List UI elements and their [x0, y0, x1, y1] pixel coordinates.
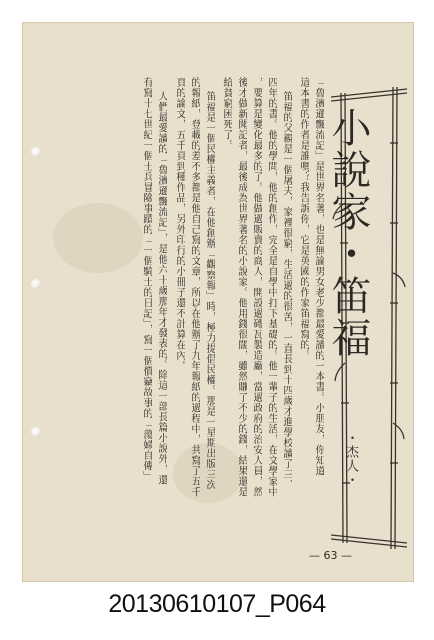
scanned-page	[22, 22, 414, 582]
article-title: 小說家・笛福	[325, 107, 371, 359]
text-column-4: 四年的書。他的學問，他的創作，完全是自學中打下基礎的。他一輩子的生活，在文學家中	[266, 77, 277, 497]
binding-hole	[31, 279, 41, 289]
binding-hole	[31, 147, 41, 157]
page-number: — 63 —	[309, 549, 352, 562]
paper-stain	[53, 203, 143, 273]
text-column-2: 這本書的作者是誰嗎？我告訴你，它是英國的作家笛福寫的。	[298, 77, 309, 361]
text-column-10: 頁的論文，五千頁到種作品，另外印行的小冊子還不計算在內。	[174, 77, 185, 371]
text-column-12: 有寫十七世紀一個士兵冒險事蹟的「一個騎士的日記」，寫一個償竊故事的「蕩婦自傳」	[141, 77, 152, 482]
text-column-1: 「魯濱遜飄流記」是世界名著，也是無論男女老少都最愛讀的一本書。小朋友，你知道	[313, 77, 324, 476]
text-column-8: 笛福是一個民權主義者，在他創辦「觀察報」時，極力提倡民權。那是一星期出版三次	[204, 91, 215, 490]
image-caption: 20130610107_P064	[108, 590, 326, 618]
author-name: ・杰人・	[343, 431, 358, 487]
text-column-5: ，要算是變化最多的了。他做過販賣的商人，開設過磚瓦製造廠，當過政府的治安人員，然	[251, 77, 262, 497]
text-column-9: 的報紙，登載的差不多都是他自己寫的文章，所以在他辦了九年報紙的過程中，共寫了五千	[189, 77, 200, 497]
text-column-11: 人們最愛讀的「魯濱遜飄流記」，是他六十歲那年才發表的。除這一部長篇小說外，還	[156, 91, 167, 485]
text-column-6: 後才做新聞記者，最後成為世界著名的小說家。他用錢很闊，雖然賺了不少的錢，結果還是	[236, 77, 247, 497]
text-column-7: 給貧窮困死了。	[221, 77, 232, 151]
text-column-3: 笛福的父親是一個屠夫，家裡很窮，生活過的很苦，一直長到十四歲才進學校讀了三、	[281, 91, 292, 490]
binding-hole	[31, 427, 41, 437]
